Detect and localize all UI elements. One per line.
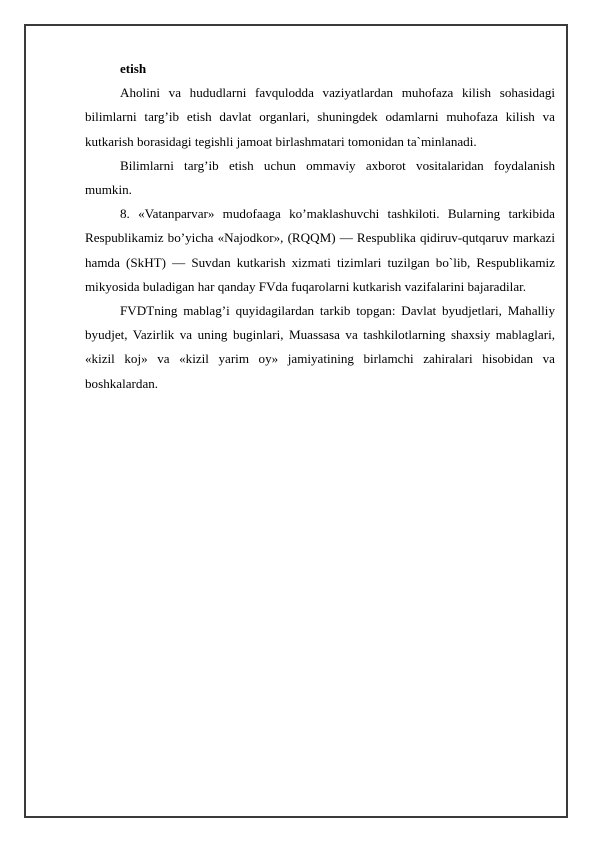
document-body [85, 57, 555, 396]
paragraph-propaganda: Aholini va hududlarni favqulodda vaziyatlardan muhofaza kilish sohasidagi bilimlarni targ’ib etish davlat organlari, shuningdek odamlarni muhofaza kilish va kutkarish borasidagi tegishli jamoat birlashmatari tomonidan ta`minlanadi. [85, 85, 555, 149]
paragraph-funding: FVDTning mablag’i quyidagilardan tarkib topgan: Davlat byudjetlari, Mahalliy byudjet, Vazirlik va uning buginlari, Muassasa va tashkilotlarning shaxsiy mablaglari, «kizil koj» va «kizil yarim oy» jamiyatining birlamchi zahiralari hisobidan va boshkalardan. [85, 303, 555, 391]
paragraph-vatanparvar: 8. «Vatanparvar» mudofaaga ko’maklashuvchi tashkiloti. Bularning tarkibida Respublikamiz bo’yicha «Najodkor», (RQQM) — Respublika qidiruv-qutqaruv markazi hamda (SkHT) — Suvdan kutkarish xizmati tizimlari tuzilgan bo`lib, Respublikamiz mikyosida buladigan har qanday FVda fuqarolarni kutkarish vazifalarini bajaradilar. [85, 206, 555, 294]
section-heading: etish [120, 61, 147, 76]
paragraph-mass-media: Bilimlarni targ’ib etish uchun ommaviy axborot vositalaridan foydalanish mumkin. [85, 157, 555, 198]
